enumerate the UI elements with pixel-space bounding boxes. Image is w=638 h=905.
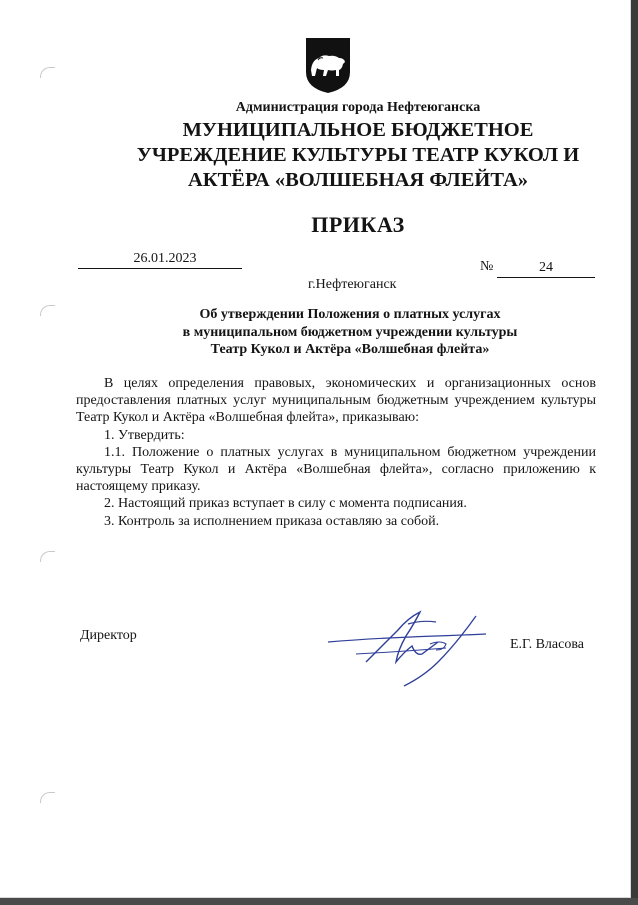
- organization-name-line: УЧРЕЖДЕНИЕ КУЛЬТУРЫ ТЕАТР КУКОЛ И: [136, 144, 580, 166]
- signatory-title: Директор: [80, 628, 137, 643]
- organization-name-line: МУНИЦИПАЛЬНОЕ БЮДЖЕТНОЕ: [182, 119, 534, 141]
- order-title: ПРИКАЗ: [311, 212, 405, 237]
- organization-name: [58, 118, 638, 193]
- signatory-name: Е.Г. Власова: [510, 637, 584, 652]
- punch-hole-mark: [40, 67, 55, 78]
- order-date: 26.01.2023: [78, 250, 242, 269]
- order-subject: [140, 306, 560, 359]
- coat-of-arms-icon: [304, 36, 352, 94]
- clause-3: 3. Контроль за исполнением приказа оставляю за собой.: [104, 513, 440, 529]
- punch-hole-mark: [40, 305, 55, 316]
- clause-1-1: 1.1. Положение о платных услугах в муниципальном бюджетном учреждении культуры Театр Кукол и Актёра «Волшебная флейта», согласно приложению к настоящему приказу.: [76, 444, 596, 495]
- scan-edge: [631, 0, 638, 905]
- punch-hole-mark: [40, 792, 55, 803]
- city: г.Нефтеюганск: [308, 277, 397, 292]
- handwritten-signature: [326, 604, 494, 690]
- order-body: [76, 375, 596, 530]
- subject-line: Театр Кукол и Актёра «Волшебная флейта»: [210, 342, 490, 357]
- punch-hole-mark: [40, 551, 55, 562]
- administration-name: Администрация города Нефтеюганска: [235, 100, 481, 115]
- scan-edge: [0, 898, 638, 905]
- subject-line: в муниципальном бюджетном учреждении культуры: [182, 324, 518, 340]
- organization-name-line: АКТЁРА «ВОЛШЕБНАЯ ФЛЕЙТА»: [187, 169, 529, 191]
- clause-1: 1. Утвердить:: [104, 427, 185, 443]
- intro-paragraph: В целях определения правовых, экономических и организационных основ предоставления платных услуг муниципальным бюджетным учреждением культуры Театр Кукол и Актёра «Волшебная флейта», приказываю:: [76, 376, 596, 426]
- order-number-label: №: [480, 259, 494, 274]
- order-number: 24: [497, 259, 595, 278]
- clause-2: 2. Настоящий приказ вступает в силу с момента подписания.: [104, 496, 467, 512]
- subject-line: Об утверждении Положения о платных услугах: [199, 307, 501, 322]
